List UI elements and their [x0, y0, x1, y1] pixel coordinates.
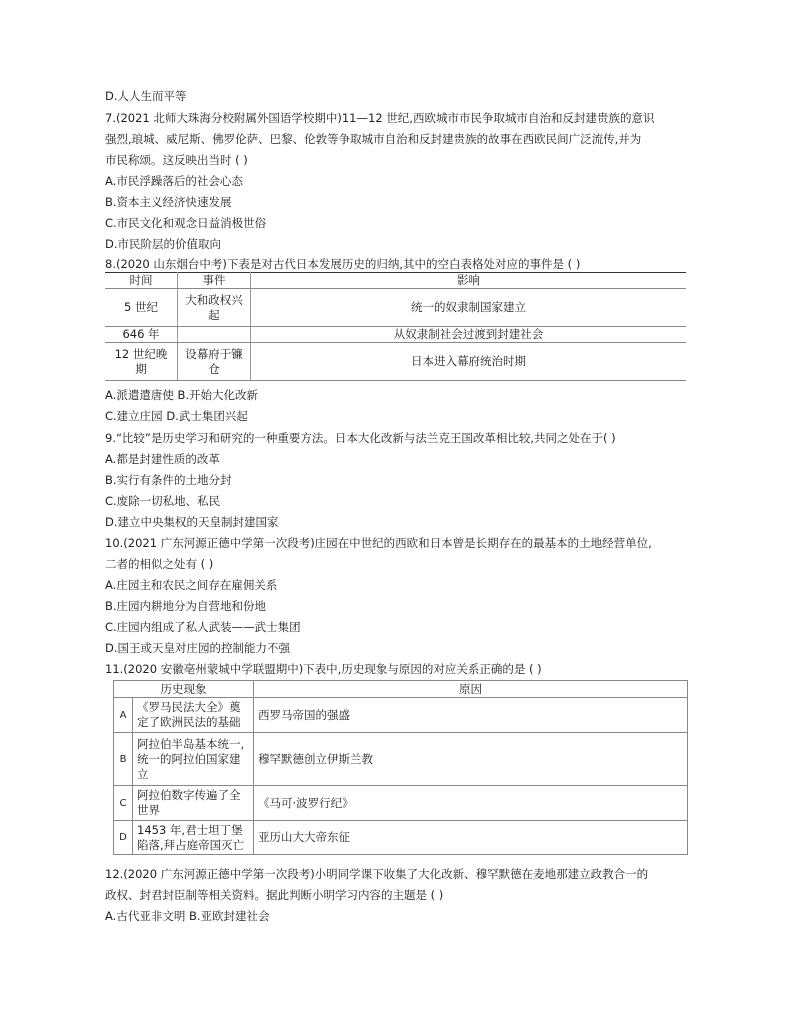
- q10-option-c: C.庄园内组成了私人武装——武士集团: [105, 620, 301, 634]
- q9-option-d: D.建立中央集权的天皇制封建国家: [105, 515, 279, 529]
- q8-options-line1: A.派遣遣唐使 B.开始大化改新: [105, 388, 259, 402]
- q11-phenomenon-cell: 阿拉伯数字传遍了全世界: [133, 786, 254, 821]
- q8-header-impact: 影响: [251, 273, 687, 289]
- q10-stem-line2: 二者的相似之处有 ( ): [105, 557, 214, 571]
- q9-option-b: B.实行有条件的土地分封: [105, 473, 232, 487]
- q7-stem-line3: 市民称颂。这反映出当时 ( ): [105, 153, 248, 167]
- q8-header-time: 时间: [105, 273, 178, 289]
- q9-option-a: A.都是封建性质的改革: [105, 452, 220, 466]
- q7-stem-line2: 强烈,琅城、威尼斯、佛罗伦萨、巴黎、伦敦等争取城市自治和反封建贵族的故事在西欧民间广泛流传,并为: [105, 132, 642, 146]
- q9-option-c: C.废除一切私地、私民: [105, 494, 221, 508]
- q11-cause-cell: 西罗马帝国的强盛: [254, 698, 688, 733]
- q11-phenomenon-cell: 《罗马民法大全》奠定了欧洲民法的基础: [133, 698, 254, 733]
- q8-cell: 5 世纪: [105, 289, 178, 327]
- q11-stem: 11.(2020 安徽亳州蒙城中学联盟期中)下表中,历史现象与原因的对应关系正确的是 ( ): [105, 662, 542, 676]
- q8-cell: 日本进入幕府统治时期: [251, 343, 687, 381]
- q8-cell: 大和政权兴起: [178, 289, 251, 327]
- q11-header-cause: 原因: [254, 681, 688, 698]
- q7-stem-line1: 7.(2021 北师大珠海分校附属外国语学校期中)11—12 世纪,西欧城市市民争取城市自治和反封建贵族的意识: [105, 111, 655, 125]
- q8-blank-cell: [178, 327, 251, 343]
- q12-stem-line2: 政权、封君封臣制等相关资料。据此判断小明学习内容的主题是 ( ): [105, 888, 444, 902]
- q10-option-d: D.国王或天皇对庄园的控制能力不强: [105, 641, 291, 655]
- q7-option-c: C.市民文化和观念日益消极世俗: [105, 216, 267, 230]
- q11-row-key: B: [114, 733, 133, 786]
- q11-header-phenomenon: 历史现象: [114, 681, 254, 698]
- q8-header-event: 事件: [178, 273, 251, 289]
- q8-cell: 12 世纪晚期: [105, 343, 178, 381]
- q7-option-a: A.市民浮躁落后的社会心态: [105, 174, 243, 188]
- q7-option-b: B.资本主义经济快速发展: [105, 195, 232, 209]
- q8-cell: 从奴隶制社会过渡到封建社会: [251, 327, 687, 343]
- q11-row-key: C: [114, 786, 133, 821]
- q11-row-key: D: [114, 821, 133, 855]
- q8-options-line2: C.建立庄园 D.武士集团兴起: [105, 409, 248, 423]
- q11-table: [113, 680, 688, 855]
- q8-cell: 统一的奴隶制国家建立: [251, 289, 687, 327]
- q8-table: [105, 272, 686, 381]
- q10-option-b: B.庄园内耕地分为自营地和份地: [105, 599, 267, 613]
- q12-options-line: A.古代亚非文明 B.亚欧封建社会: [105, 909, 270, 923]
- q10-stem-line1: 10.(2021 广东河源正德中学第一次段考)庄园在中世纪的西欧和日本曾是长期存在的最基本的土地经营单位,: [105, 536, 652, 550]
- q11-cause-cell: 《马可·波罗行纪》: [254, 786, 688, 821]
- q11-row-key: A: [114, 698, 133, 733]
- q8-cell: 设幕府于镰仓: [178, 343, 251, 381]
- q6-option-d: D.人人生而平等: [105, 89, 187, 103]
- q8-stem: 8.(2020 山东烟台中考)下表是对古代日本发展历史的归纳,其中的空白表格处对应的事件是 ( ): [105, 257, 581, 271]
- q11-cause-cell: 亚历山大大帝东征: [254, 821, 688, 855]
- q11-phenomenon-cell: 1453 年,君士坦丁堡陷落,拜占庭帝国灭亡: [133, 821, 254, 855]
- q12-stem-line1: 12.(2020 广东河源正德中学第一次段考)小明同学课下收集了大化改新、穆罕默德在麦地那建立政教合一的: [105, 867, 649, 881]
- q8-cell: 646 年: [105, 327, 178, 343]
- q9-stem: 9.“比较”是历史学习和研究的一种重要方法。日本大化改新与法兰克王国改革相比较,共同之处在于( ): [105, 431, 616, 445]
- q7-option-d: D.市民阶层的价值取向: [105, 237, 222, 251]
- q11-phenomenon-cell: 阿拉伯半岛基本统一,统一的阿拉伯国家建立: [133, 733, 254, 786]
- q11-cause-cell: 穆罕默德创立伊斯兰教: [254, 733, 688, 786]
- q10-option-a: A.庄园主和农民之间存在雇佣关系: [105, 578, 278, 592]
